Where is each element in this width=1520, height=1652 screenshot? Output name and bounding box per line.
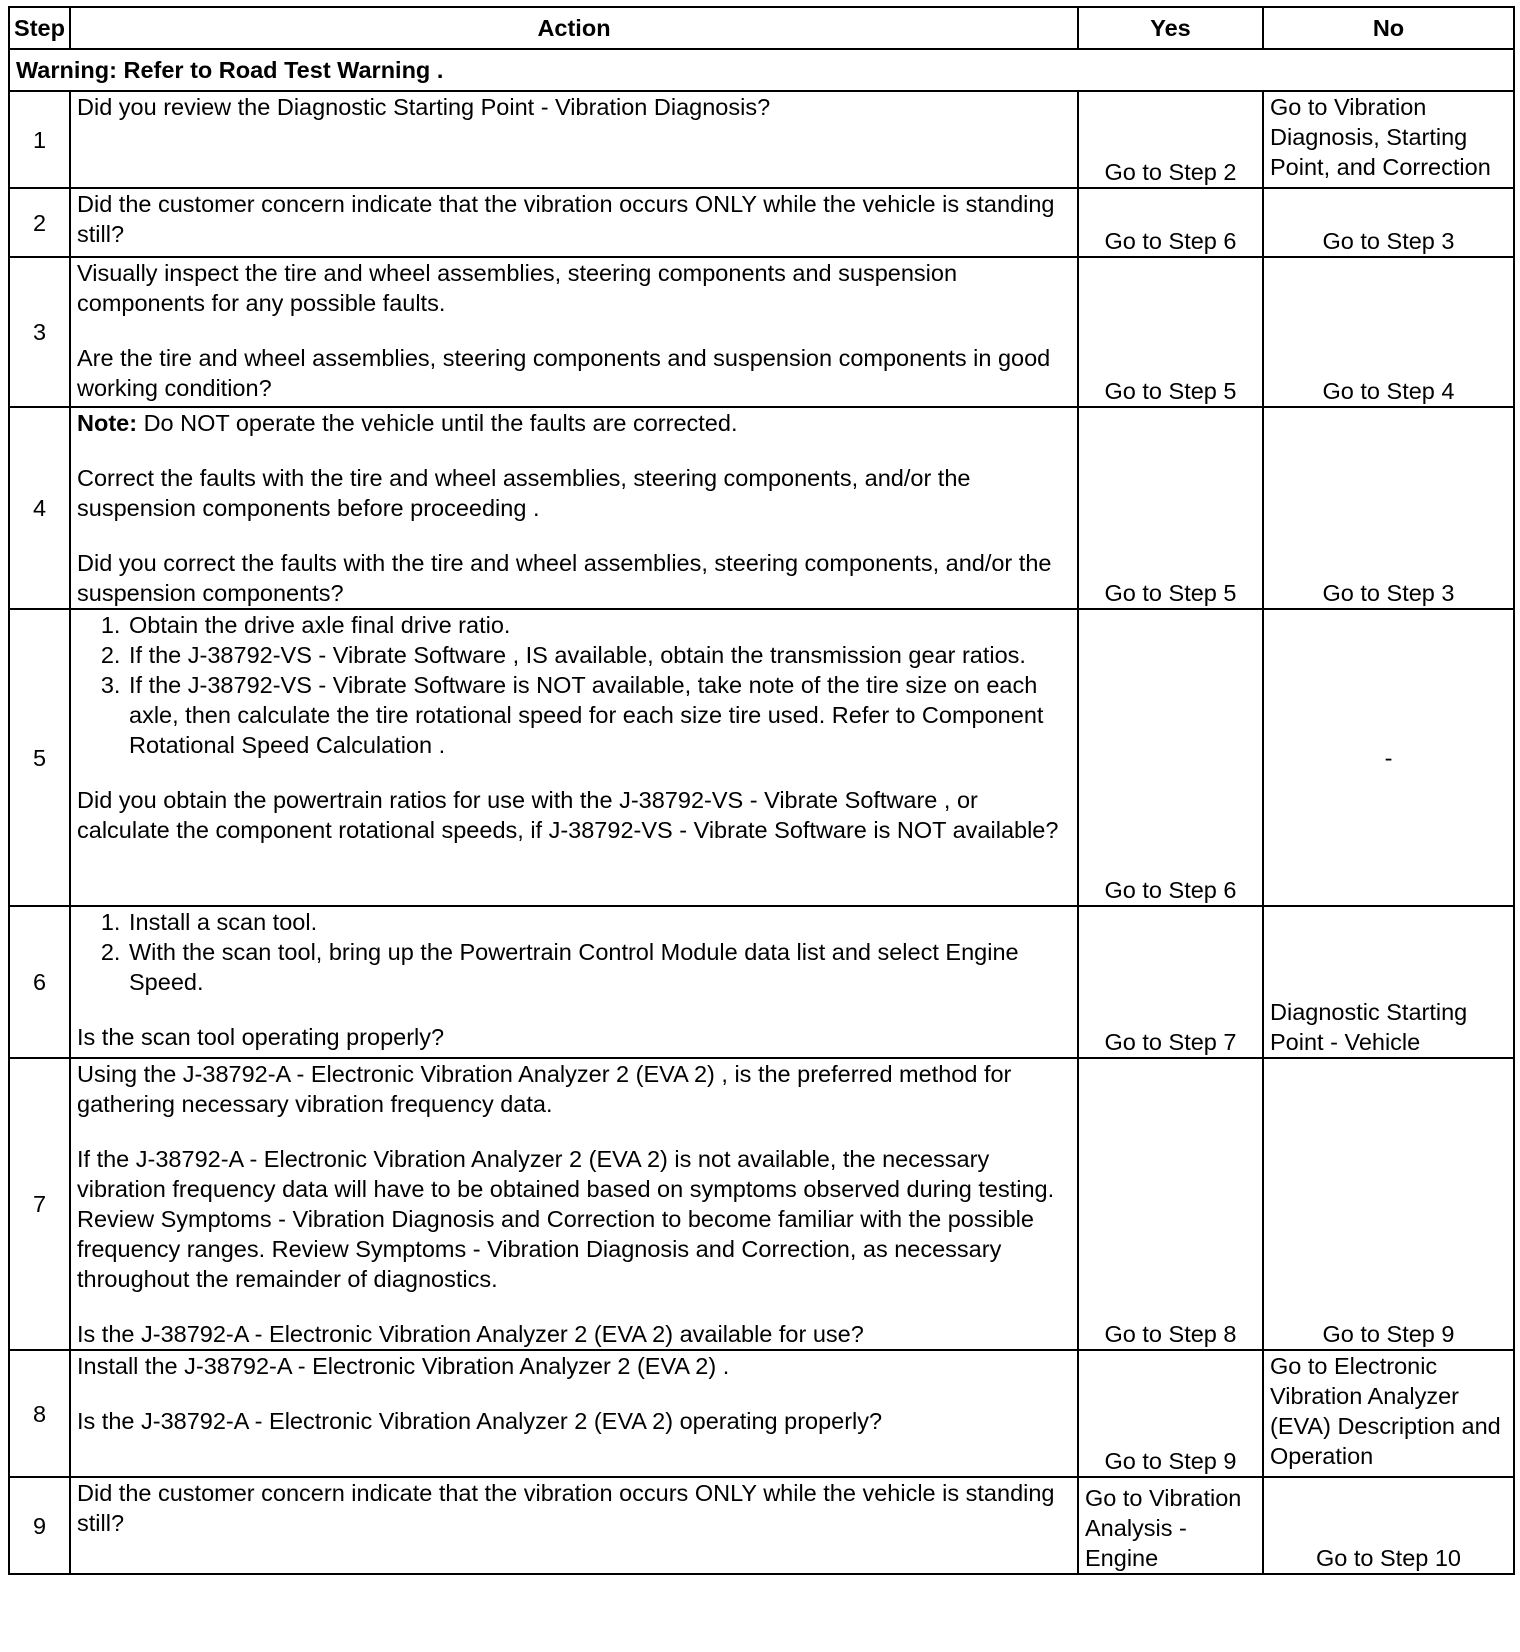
table-row	[9, 91, 1514, 188]
step-number: 1	[9, 91, 70, 188]
step-number: 3	[9, 257, 70, 407]
header-row	[9, 7, 1514, 49]
action-cell	[70, 609, 1078, 906]
warning-row	[9, 49, 1514, 91]
yes-cell: Go to Step 7	[1078, 906, 1263, 1058]
step-number: 9	[9, 1477, 70, 1574]
list-item: 3. If the J-38792-VS - Vibrate Software is NOT available, take note of the tire size on each axle, then calculate the tire rotational speed for each size tire used. Refer to Component Rotational Speed Calculation .	[127, 670, 1071, 760]
note	[77, 408, 1071, 438]
action-question: Are the tire and wheel assemblies, steering components and suspension components in good working condition?	[77, 345, 1051, 401]
step-number: 2	[9, 188, 70, 257]
action-question: Did you correct the faults with the tire and wheel assemblies, steering components, and/or the suspension components?	[77, 550, 1052, 606]
diagnostic-table	[8, 6, 1515, 1575]
yes-cell: Go to Step 2	[1078, 91, 1263, 188]
action-instruction: Correct the faults with the tire and wheel assemblies, steering components, and/or the suspension components before proceeding .	[77, 465, 971, 521]
no-cell: Go to Step 3	[1263, 188, 1514, 257]
note-label: Note:	[77, 410, 138, 436]
table-row	[9, 609, 1514, 906]
no-cell: Go to Step 4	[1263, 257, 1514, 407]
yes-cell: Go to Step 8	[1078, 1058, 1263, 1350]
action-question: Did you review the Diagnostic Starting Point - Vibration Diagnosis?	[77, 94, 771, 120]
header-action: Action	[70, 7, 1078, 49]
no-cell: Go to Electronic Vibration Analyzer (EVA) Description and Operation	[1263, 1350, 1514, 1477]
note-text: Do NOT operate the vehicle until the faults are corrected.	[137, 410, 738, 436]
action-instruction: If the J-38792-A - Electronic Vibration Analyzer 2 (EVA 2) is not available, the necessary vibration frequency data will have to be obtained based on symptoms observed during testing. Review Symptoms - Vibration Diagnosis and Correction to become familiar with the possible frequency ranges. Review Symptoms - Vibration Diagnosis and Correction, as necessary throughout the remainder of diagnostics.	[77, 1146, 1055, 1292]
table-row	[9, 188, 1514, 257]
table-row	[9, 257, 1514, 407]
no-cell: Go to Step 3	[1263, 407, 1514, 609]
header-no: No	[1263, 7, 1514, 49]
action-cell	[70, 1058, 1078, 1350]
step-number: 7	[9, 1058, 70, 1350]
header-yes: Yes	[1078, 7, 1263, 49]
no-cell: Go to Step 10	[1263, 1477, 1514, 1574]
action-question: Is the J-38792-A - Electronic Vibration Analyzer 2 (EVA 2) operating properly?	[77, 1408, 883, 1434]
action-instruction: Install the J-38792-A - Electronic Vibration Analyzer 2 (EVA 2) .	[77, 1353, 730, 1379]
yes-cell: Go to Step 9	[1078, 1350, 1263, 1477]
action-cell	[70, 407, 1078, 609]
yes-cell: Go to Step 6	[1078, 188, 1263, 257]
action-question: Is the scan tool operating properly?	[77, 1024, 445, 1050]
action-cell	[70, 91, 1078, 188]
step-number: 4	[9, 407, 70, 609]
table-row	[9, 407, 1514, 609]
yes-cell: Go to Vibration Analysis - Engine	[1078, 1477, 1263, 1574]
no-cell: Diagnostic Starting Point - Vehicle	[1263, 906, 1514, 1058]
step-number: 6	[9, 906, 70, 1058]
yes-cell: Go to Step 5	[1078, 407, 1263, 609]
no-cell: Go to Vibration Diagnosis, Starting Point, and Correction	[1263, 91, 1514, 188]
action-cell	[70, 1477, 1078, 1574]
instruction-list	[77, 610, 1071, 760]
table-row	[9, 1350, 1514, 1477]
step-number: 5	[9, 609, 70, 906]
road-test-warning: Warning: Refer to Road Test Warning .	[9, 49, 1514, 91]
table-row	[9, 1477, 1514, 1574]
list-item: 2. With the scan tool, bring up the Powertrain Control Module data list and select Engine Speed.	[127, 937, 1071, 997]
action-cell	[70, 1350, 1078, 1477]
yes-cell: Go to Step 5	[1078, 257, 1263, 407]
no-cell: Go to Step 9	[1263, 1058, 1514, 1350]
action-instruction: Visually inspect the tire and wheel assemblies, steering components and suspension components for any possible faults.	[77, 260, 958, 316]
instruction-list	[77, 907, 1071, 997]
action-instruction: Using the J-38792-A - Electronic Vibration Analyzer 2 (EVA 2) , is the preferred method for gathering necessary vibration frequency data.	[77, 1061, 1012, 1117]
step-number: 8	[9, 1350, 70, 1477]
list-item: 2. If the J-38792-VS - Vibrate Software , IS available, obtain the transmission gear ratios.	[127, 640, 1071, 670]
no-cell: -	[1263, 609, 1514, 906]
header-step: Step	[9, 7, 70, 49]
action-cell	[70, 906, 1078, 1058]
list-item: 1. Install a scan tool.	[127, 907, 1071, 937]
action-question: Did the customer concern indicate that the vibration occurs ONLY while the vehicle is standing still?	[77, 1480, 1055, 1536]
yes-cell: Go to Step 6	[1078, 609, 1263, 906]
action-cell	[70, 188, 1078, 257]
action-cell	[70, 257, 1078, 407]
table-row	[9, 906, 1514, 1058]
action-question: Did the customer concern indicate that the vibration occurs ONLY while the vehicle is standing still?	[77, 191, 1055, 247]
action-question: Did you obtain the powertrain ratios for use with the J-38792-VS - Vibrate Software , or calculate the component rotational speeds, if J-38792-VS - Vibrate Software is NOT available?	[77, 787, 1059, 843]
list-item: 1. Obtain the drive axle final drive ratio.	[127, 610, 1071, 640]
action-question: Is the J-38792-A - Electronic Vibration Analyzer 2 (EVA 2) available for use?	[77, 1321, 864, 1347]
table-row	[9, 1058, 1514, 1350]
